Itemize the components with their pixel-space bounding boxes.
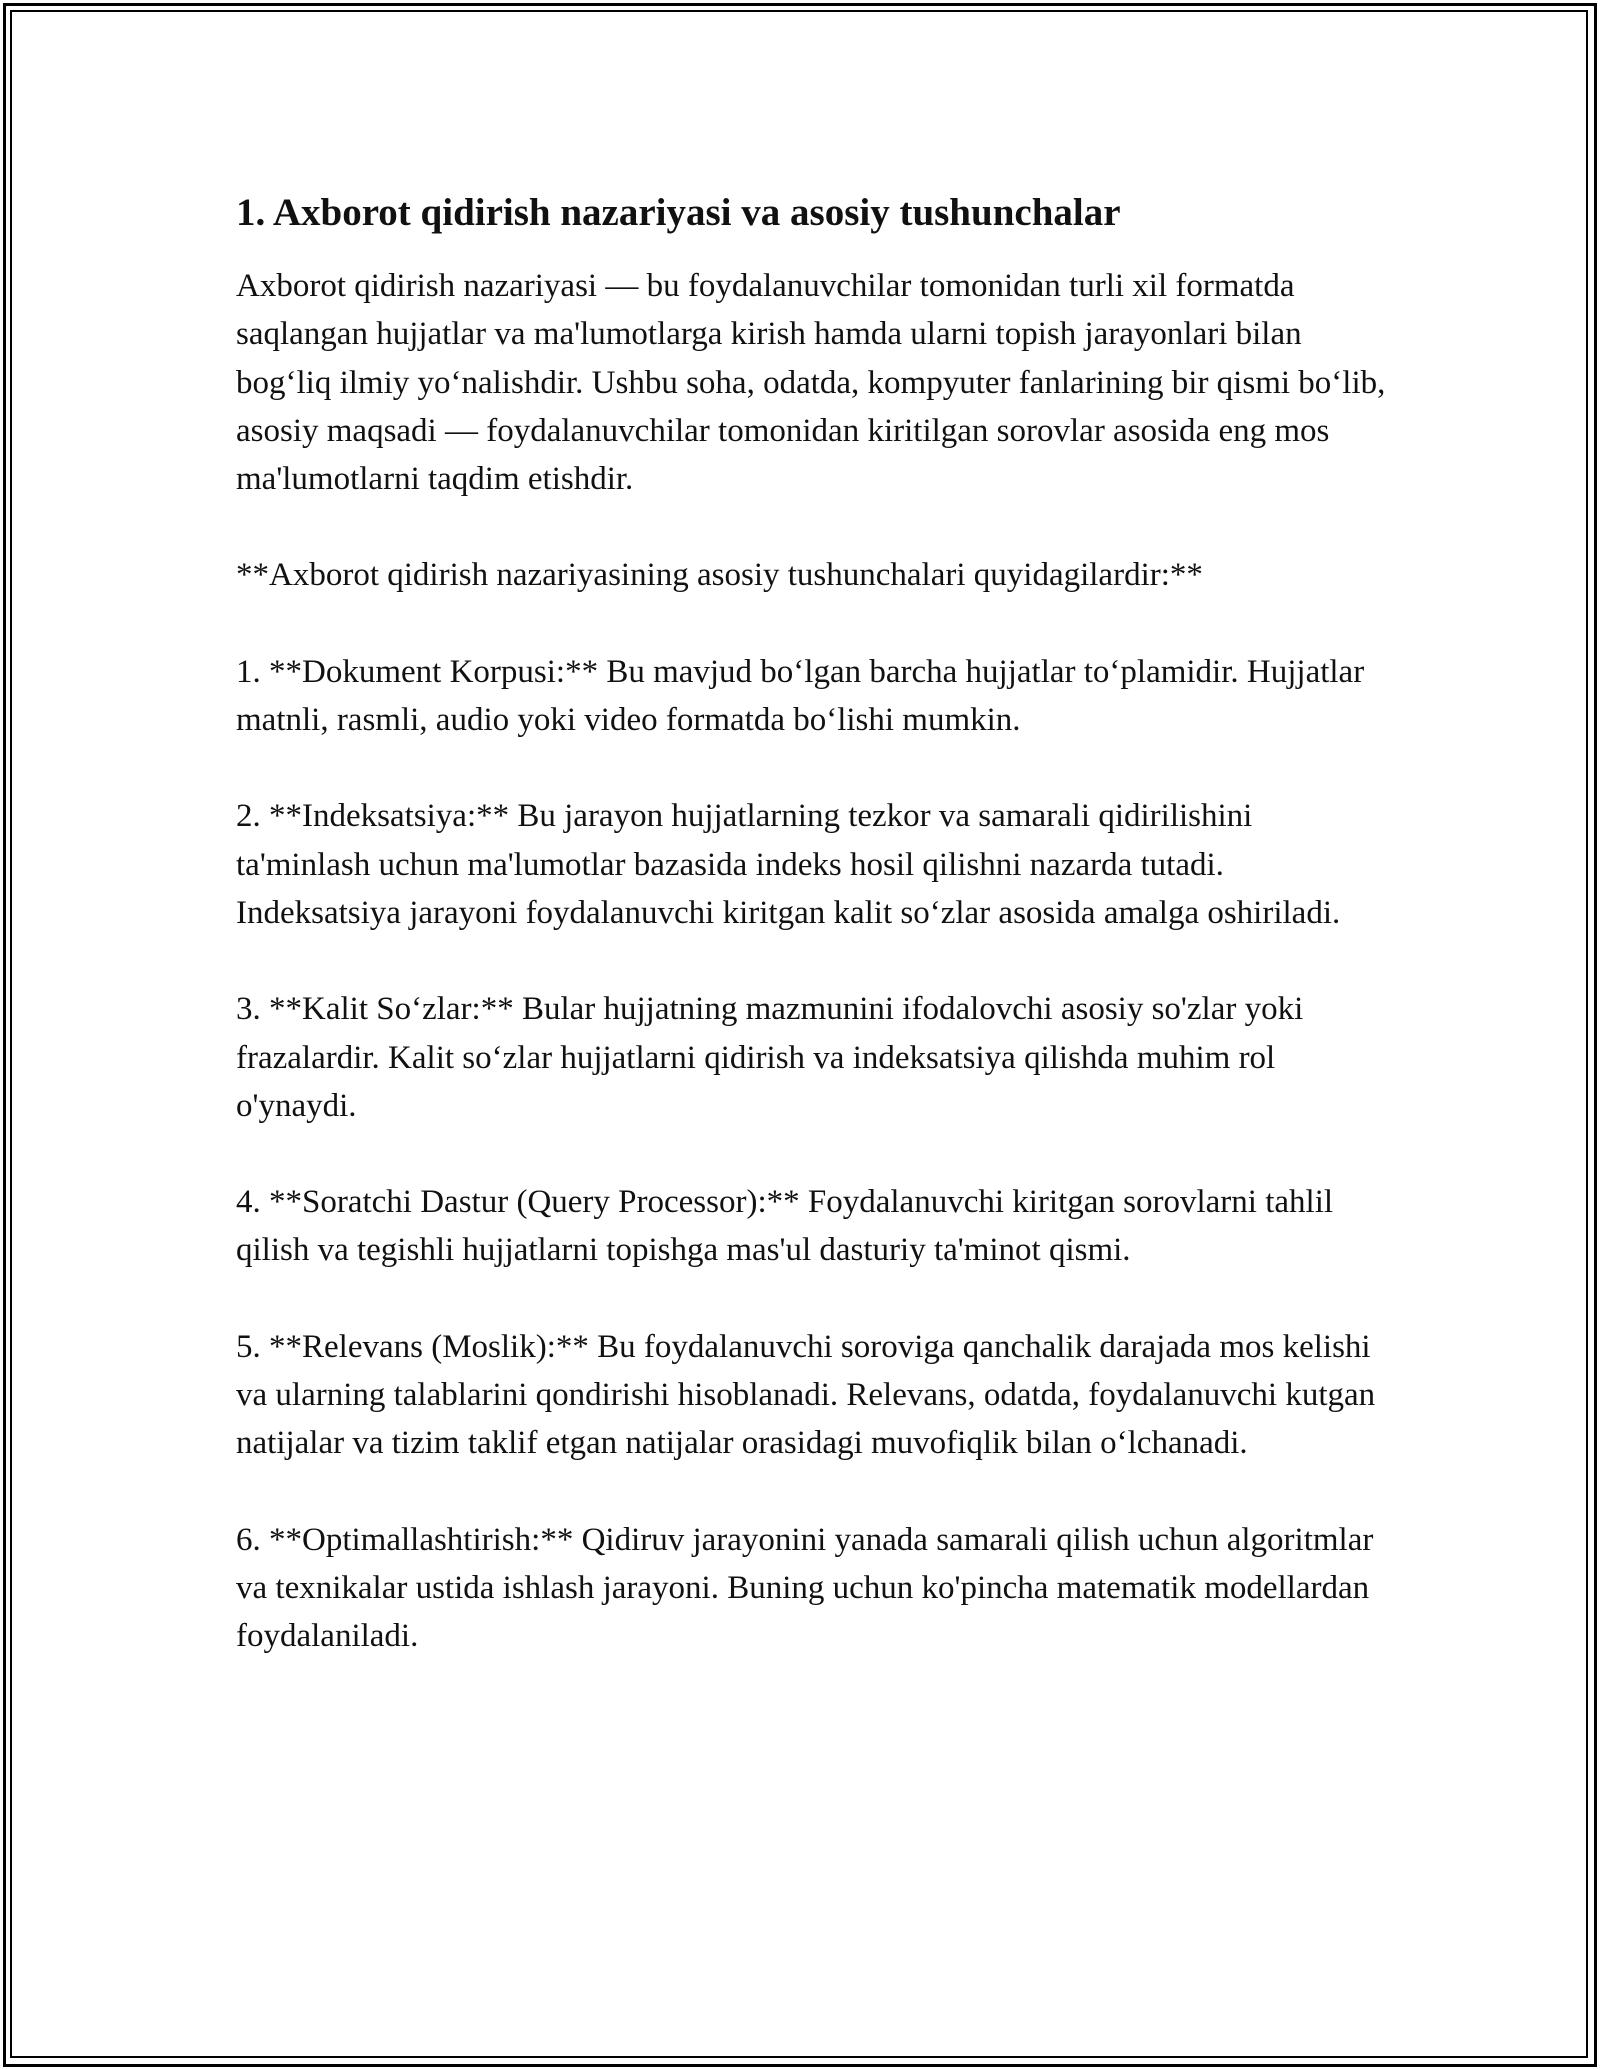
intro-paragraph: Axborot qidirish nazariyasi — bu foydalanuvchilar tomonidan turli xil formatda saqlangan hujjatlar va ma'lumotlarga kirish hamda ularni topish jarayonlari bilan bog‘liq ilmiy yo‘nalishdir. Ushbu soha, odatda, kompyuter fanlarining bir qismi bo‘lib, asosiy maqsadi — foydalanuvchilar tomonidan kiritilgan sorovlar asosida eng mos ma'lumotlarni taqdim etishdir.	[236, 268, 1386, 498]
list-item-query-processor: 4. **Soratchi Dastur (Query Processor):** Foydalanuvchi kiritgan sorovlarni tahlil qilish va tegishli hujjatlarni topishga mas'ul dasturiy ta'minot qismi.	[236, 1184, 1334, 1269]
list-item-relevance: 5. **Relevans (Moslik):** Bu foydalanuvchi soroviga qanchalik darajada mos kelishi va ularning talablarini qondirishi hisoblanadi. Relevans, odatda, foydalanuvchi kutgan natijalar va tizim taklif etgan natijalar orasidagi muvofiqlik bilan o‘lchanadi.	[236, 1328, 1376, 1462]
list-item-document-corpus: 1. **Dokument Korpusi:** Bu mavjud bo‘lgan barcha hujjatlar to‘plamidir. Hujjatlar matnli, rasmli, audio yoki video formatda bo‘lishi mumkin.	[236, 653, 1365, 739]
list-item-optimization: 6. **Optimallashtirish:** Qidiruv jarayonini yanada samarali qilish uchun algoritmlar va texnikalar ustida ishlash jarayoni. Buning uchun ko'pincha matematik modellardan foydalaniladi.	[236, 1521, 1374, 1655]
document-body	[236, 188, 1386, 1709]
concepts-lead-paragraph: **Axborot qidirish nazariyasining asosiy tushunchalari quyidagilardir:**	[236, 557, 1203, 594]
list-item-indexing: 2. **Indeksatsiya:** Bu jarayon hujjatlarning tezkor va samarali qidirilishini ta'minlash uchun ma'lumotlar bazasida indeks hosil qilishni nazarda tutadi. Indeksatsiya jarayoni foydalanuvchi kiritgan kalit so‘zlar asosida amalga oshiriladi.	[236, 798, 1341, 931]
list-item-keywords: 3. **Kalit So‘zlar:** Bular hujjatning mazmunini ifodalovchi asosiy so'zlar yoki frazalardir. Kalit so‘zlar hujjatlarni qidirish va indeksatsiya qilishda muhim rol o'ynaydi.	[236, 991, 1304, 1124]
section-heading: 1. Axborot qidirish nazariyasi va asosiy tushunchalar	[236, 191, 1121, 234]
